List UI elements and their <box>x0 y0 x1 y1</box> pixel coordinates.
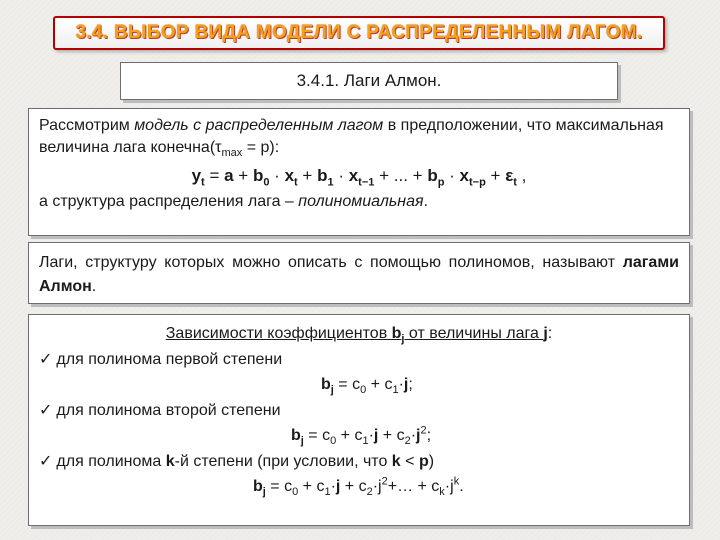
distributed-lag-formula: $y_t = a + b_0 \cdot x_t + b_1 \cdot x_{t-1}$ + ... + $b_p \cdot x_{t-p} + \varepsilon_t$ , <box>191 166 527 189</box>
list-item: ✓ для полинома первой степени <box>39 349 283 368</box>
checkmark-icon: ✓ <box>39 451 53 470</box>
subtitle-box <box>120 62 618 100</box>
first-degree-formula: $b_j = c_0 + c_1\cdot j$; <box>321 376 413 397</box>
text-fragment: . <box>91 278 97 295</box>
coefficient-dependencies-box <box>28 314 690 526</box>
subscript: max <box>221 147 243 160</box>
text-fragment: Рассмотрим <box>39 117 135 134</box>
italic-term: полиномиальная <box>298 193 424 210</box>
list-item: ✓ для полинома k-й степени (при условии, что k < p) <box>39 451 435 470</box>
list-item: ✓ для полинома второй степени <box>39 400 281 419</box>
slide-title: 3.4. ВЫБОР ВИДА МОДЕЛИ С РАСПРЕДЕЛЕННЫМ ЛАГОМ. <box>75 22 643 43</box>
second-degree-formula: $b_j = c_0 + c_1\cdot j + c_2\cdot j^2$; <box>291 424 432 448</box>
definition-text: Лаги, структуру которых можно описать с помощью полиномов, называют <box>39 254 623 271</box>
model-intro-paragraph <box>39 115 679 159</box>
text-fragment: а структура распределения лага – <box>39 193 299 210</box>
checkmark-icon: ✓ <box>39 349 53 368</box>
slide-title-bar <box>53 16 665 50</box>
structure-paragraph <box>39 191 679 213</box>
dependencies-heading: Зависимости коэффициентов $b_j$ от величины лага j: <box>165 325 553 346</box>
text-fragment: в предположении, что максимальная величина лага конечна(τ <box>39 117 664 156</box>
text-fragment: = p): <box>242 139 280 156</box>
almon-term: лагами Алмон <box>39 254 679 295</box>
italic-term: модель с распределенным лагом <box>134 117 384 134</box>
checkmark-icon: ✓ <box>39 400 53 419</box>
model-description-box <box>28 108 690 236</box>
subtitle: 3.4.1. Лаги Алмон. <box>296 71 442 90</box>
almon-definition-box <box>28 242 690 304</box>
k-degree-formula: $b_j = c_0 + c_1\cdot j$ + $c_2\cdot j^2+\dots + c_k\cdot j^k$. <box>253 475 464 499</box>
text-fragment: . <box>423 193 428 210</box>
